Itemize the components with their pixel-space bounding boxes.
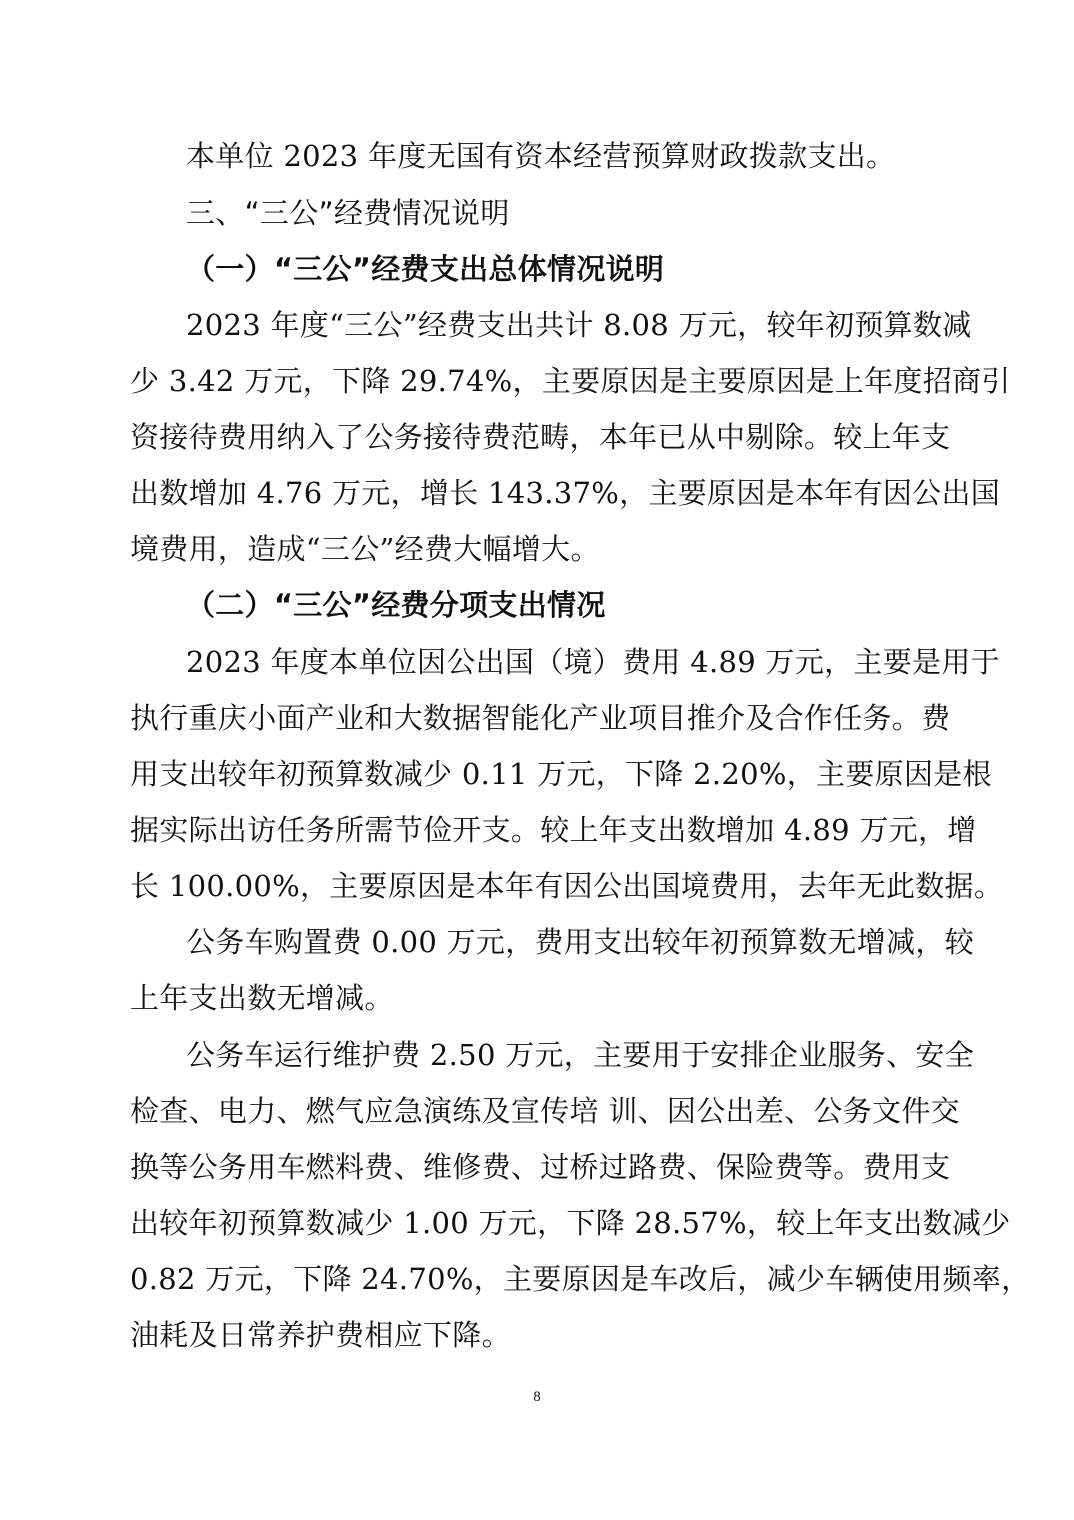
paragraph-line: 长 100.00%，主要原因是本年有因公出国境费用，去年无此数据。 — [130, 869, 1004, 903]
subsection-heading: （一）“三公”经费支出总体情况说明 — [186, 252, 665, 286]
paragraph-line: 公务车运行维护费 2.50 万元，主要用于安排企业服务、安全 — [186, 1038, 975, 1072]
paragraph-line: 0.82 万元，下降 24.70%，主要原因是车改后，减少车辆使用频率， — [130, 1262, 1031, 1296]
paragraph-line: 2023 年度“三公”经费支出共计 8.08 万元，较年初预算数减 — [186, 308, 972, 342]
paragraph-line: 上年支出数无增减。 — [130, 981, 394, 1015]
subsection-heading: （二）“三公”经费分项支出情况 — [186, 588, 606, 622]
paragraph-line: 公务车购置费 0.00 万元，费用支出较年初预算数无增减，较 — [186, 925, 975, 959]
paragraph-line: 检查、电力、燃气应急演练及宣传培 训、因公出差、公务文件交 — [130, 1094, 960, 1128]
paragraph-line: 油耗及日常养护费相应下降。 — [130, 1318, 511, 1352]
section-heading: 三、“三公”经费情况说明 — [186, 196, 510, 230]
paragraph-line: 出数增加 4.76 万元，增长 143.37%，主要原因是本年有因公出国 — [130, 476, 1001, 510]
paragraph-line: 少 3.42 万元，下降 29.74%，主要原因是主要原因是上年度招商引 — [130, 364, 1011, 398]
paragraph-line: 执行重庆小面产业和大数据智能化产业项目推介及合作任务。费 — [130, 701, 951, 735]
paragraph-line: 境费用，造成“三公”经费大幅增大。 — [130, 532, 600, 566]
paragraph-line: 用支出较年初预算数减少 0.11 万元，下降 2.20%，主要原因是根 — [130, 757, 992, 791]
paragraph-line: 据实际出访任务所需节俭开支。较上年支出数增加 4.89 万元，增 — [130, 813, 977, 847]
paragraph-line: 资接待费用纳入了公务接待费范畴，本年已从中剔除。较上年支 — [130, 420, 951, 454]
paragraph-line: 出较年初预算数减少 1.00 万元，下降 28.57%，较上年支出数减少 — [130, 1206, 1011, 1240]
paragraph-line: 换等公务用车燃料费、维修费、过桥过路费、保险费等。费用支 — [130, 1150, 951, 1184]
paragraph-line: 2023 年度本单位因公出国（境）费用 4.89 万元，主要是用于 — [186, 645, 1000, 679]
page-number: 8 — [533, 1389, 541, 1405]
paragraph-line: 本单位 2023 年度无国有资本经营预算财政拨款支出。 — [186, 139, 896, 173]
